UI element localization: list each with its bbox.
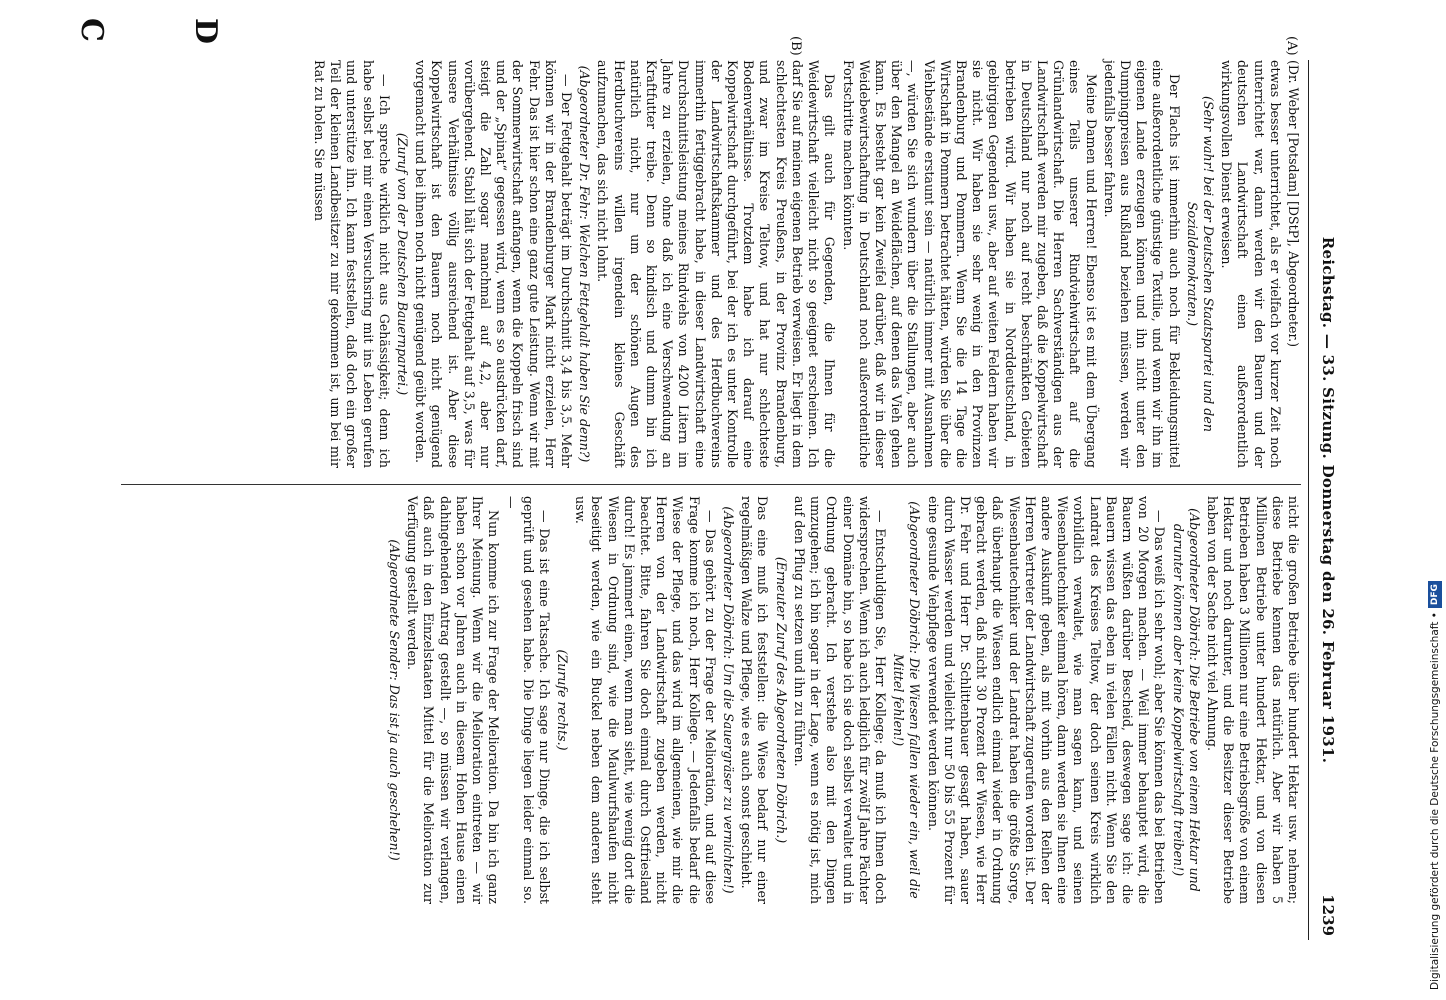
speech-paragraph: Der Flachs ist immerhin auch noch für Bekleidungsmittel eine außerordentliche günstige Textilie, und wenn wir ihn im eigenen Lande erzeugen können und ihn nicht unter den Dumpingpreisen aus Rußland beziehen müssen, werden wir jedenfalls besser fahren. [1101,60,1182,468]
margin-marker-b: (B) [788,36,803,56]
speech-paragraph: — Das gehört zu der Frage der Melioration, und auf diese Frage komme ich noch, Herr Kollege. — Jedenfalls bedarf die Wiese der Pflege, und das wird im allgemeinen, wie mir die Herren von der Landwirtschaft zugeben werden, nicht beachtet. Bitte, fahren Sie doch einmal durch Ostfriesland durch! Es jammert einen, wenn man sieht, wie wenig dort die Wiesen in Ordnung sind, wie die Maulwurfshaufen nicht beseitigt werden, wie ein Buckel neben dem anderen steht usw. [573,496,718,904]
margin-marker-c: C [74,18,109,42]
rotated-page-content [53,18,1343,940]
speech-paragraph: Das gilt auch für Gegenden, die Ihnen für die Weidewirtschaft vielleicht nicht so geeignet erscheinen. Ich darf Sie auf meinen eigenen Betrieb verweisen. Er liegt in dem schlechtesten Kreis Preußens, in der Provinz Brandenburg, und zwar im Kreise Teltow, und hat nur schlechteste Bodenverhältnisse. Trotzdem habe ich darauf eine Koppelwirtschaft durchgeführt, bei der ich es unter Kontrolle der Landwirtschaftskammer und des Herdbuchvereins immerhin fertiggebracht habe, in dieser Landwirtschaft eine Durchschnittsleistung meines Rindviehs von 4200 Litern im Jahre zu erzielen, ohne daß ich eine Verschwendung an Kraftfutter treibe. Denn so kindisch und dumm bin ich natürlich nicht, nur um der schönen Augen des Herdbuchvereins willen irgendein kleines Geschäft aufzumachen, das sich nicht lohnt. [595,60,838,468]
speech-paragraph: Nun komme ich zur Frage der Melioration. Da bin ich ganz Ihrer Meinung. Wenn wir die Melioration eintreten — wir haben schon vor Jahren auch in diesem Hohen Hause einen dahingehenden Antrag gestellt —, so müssen wir verlangen, daß auch in den Einzelstaaten Mittel für die Melioration zur Verfügung gestellt werden. [405,496,502,904]
header-divider [1308,60,1309,940]
margin-marker-a: (A) [1284,36,1299,56]
speech-paragraph: — Der Fettgehalt beträgt im Durchschnitt 3,4 bis 3,5. Mehr können wir in der Brandenburger Mark nicht erzielen, Herr Fehr. Das ist hier schon eine ganz gute Leistung. Wenn wir mit der Sommerwirtschaft anfangen, wenn die Koppeln frisch sind und der „Spinat“ gegessen wird, wenn es so ausdrücken darf, steigt die Zahl sogar manchmal auf 4,2, aber nur vorübergehend. Stabil hält sich der Fettgehalt auf 3,5, was für unsere Verhältnisse völlig ausreichend ist. Aber diese Koppelwirtschaft ist den Bauern noch nicht genügend vorgemacht und bei ihnen noch nicht genügend geübt worden. [413,60,575,468]
left-column [309,60,1301,468]
speech-paragraph: (Dr. Weber [Potsdam] [DStP], Abgeordneter.) [1286,60,1301,348]
speech-paragraph: — Das ist eine Tatsache. Ich sage nur Dinge, die ich selbst geprüft und gesehen habe. Die Dinge liegen leider einmal so. — [504,496,552,904]
interjection-paragraph: (Abgeordneter Döbrich: Um die Sauergräser zu vernichten!) [721,506,737,894]
speech-paragraph: nicht die großen Betriebe über hundert Hektar usw. nehmen; diese Betriebe kennen das natürlich. Aber wir haben 5 Millionen Betriebe unter hundert Hektar, und von diesen Betrieben haben 3 Millionen nur eine Betriebsgröße von einem Hektar und noch darunter, und die Besitzer dieser Betriebe haben von der Sache nicht viel Ahnung. [1204,496,1301,904]
speech-paragraph: — Ich spreche wirklich nicht aus Gehässigkeit; denn ich habe selbst bei mir einen Versuchsring mit ins Leben gerufen und unterstütze ihn. Ich kann feststellen, daß doch ein großer Teil der kleinen Landbesitzer zu mir gekommen ist, um bei mir Rat zu holen. Sie müssen [312,60,392,468]
page-header [1303,60,1343,940]
interjection-paragraph: (Abgeordneter Dr. Fehr: Welchen Fettgehalt haben Sie denn?) [577,65,593,463]
interjection-paragraph: (Erneuter Zuruf des Abgeordneten Döbrich.) [773,556,789,844]
digitization-note-label: Digitalisierung gefördert durch die Deutsche Forschungsgemeinschaft • [1429,612,1441,990]
page-title: Reichstag. — 33. Sitzung. Donnerstag den 26. Februar 1931. [1319,236,1337,764]
column-separator [121,484,1301,485]
digitization-note [1402,10,1441,990]
interjection-paragraph: (Zurufe rechts.) [555,649,571,751]
digitization-note-text [1424,10,1446,990]
interjection-paragraph: (Sehr wahr! bei der Deutschen Staatspartei und den Sozialdemokraten.) [1184,96,1216,432]
speech-paragraph: Das eine muß ich feststellen: die Wiese bedarf nur einer regelmäßigen Walze und Pflege, wie es auch sonst geschieht. [739,496,771,904]
margin-marker-d: D [188,18,223,45]
speech-paragraph: — Das weiß ich sehr wohl; aber Sie können das bei Betrieben von 20 Morgen machen. — Weil immer behauptet wird, die Bauern wüßten darüber Bescheid, deswegen sage ich: die Bauern wissen das eben in vielen Fällen nicht. Wenn Sie den Landrat des Kreises Teltow, der doch seinen Kreis wirklich vorbildlich verwaltet, wie man sagen kann, und seinen Wiesenbautechniker einmal hören, dann werden sie Ihnen eine andere Auskunft geben, als mit vorhin aus den Reihen der Herren Vertreter der Landwirtschaft zugerufen worden ist. Der Wiesenbautechniker und der Landrat haben die größte Sorge, daß überhaupt die Wiesen endlich einmal wieder in Ordnung gebracht werden, daß nicht 30 Prozent der Wiesen, wie Herr Dr. Fehr und Herr Dr. Schlittenbauer gesagt haben, sauer durch Wasser werden und vielleicht nur 50 bis 55 Prozent für eine gesunde Viehpflege verwendet werden können. [925,496,1168,904]
dfg-logo: DFG [1428,581,1442,608]
speech-paragraph: etwas besser unterrichtet, als er vielfach vor kurzer Zeit noch unterrichtet war, dann werden wir den Bauern und der deutschen Landwirtschaft einen außerordentlich wirkungsvollen Dienst erweisen. [1219,60,1283,468]
interjection-paragraph: (Abgeordnete Sender: Das ist ja auch geschehen!) [387,539,403,861]
interjection-paragraph: (Abgeordneter Döbrich: Die Wiesen fallen wieder ein, weil die Mittel fehlen!) [891,501,923,899]
page-number: 1239 [1319,894,1337,936]
interjection-paragraph: (Abgeordneter Döbrich: Die Betriebe von einem Hektar und darunter können aber keine Koppelwirtschaft treiben!) [1170,508,1202,892]
speech-paragraph: Meine Damen und Herren! Ebenso ist es mit dem Übergang eines Teils unserer Rindviehwirtschaft auf die Grünlandwirtschaft. Die Herren Sachverständigen aus der Landwirtschaft werden mir zugeben, daß die Koppelwirtschaft in Deutschland nur noch auf recht beschränkten Gebieten betrieben wird. Wir haben sie in Norddeutschland, in gebirgigen Gegenden usw., aber auf weiten Feldern haben wir sie nicht. Wir haben sie sehr wenig in den Provinzen Brandenburg und Pommern. Wenn Sie die 14 Tage die Wirtschaft in Pommern betrachtet hätten, würden Sie über die Viehbestände erstaunt sein — natürlich immer mit Ausnahmen —, würden Sie sich wundern über die Stallungen, aber auch über den Mangel an Weideflächen, auf denen das Vieh gehen kann. Es besteht gar kein Zweifel darüber, daß wir in dieser Weidebewirtschaftung in Deutschland noch außerordentliche Fortschritte machen könnten. [840,60,1099,468]
right-column [384,496,1301,904]
speech-paragraph: — Entschuldigen Sie, Herr Kollege; da muß ich Ihnen doch widersprechen. Wenn ich auch lediglich für zwölf Jahre Pächter einer Domäne bin, so habe ich sie doch selbst verwaltet und in Ordnung gebracht. Ich verstehe also mit den Dingen umzugehen; ich bin sogar in der Lage, wenn es nötig ist, mich auf den Pflug zu setzen und ihn zu führen. [791,496,888,904]
interjection-paragraph: (Zuruf von der Deutschen Bauernpartei.) [395,132,411,396]
